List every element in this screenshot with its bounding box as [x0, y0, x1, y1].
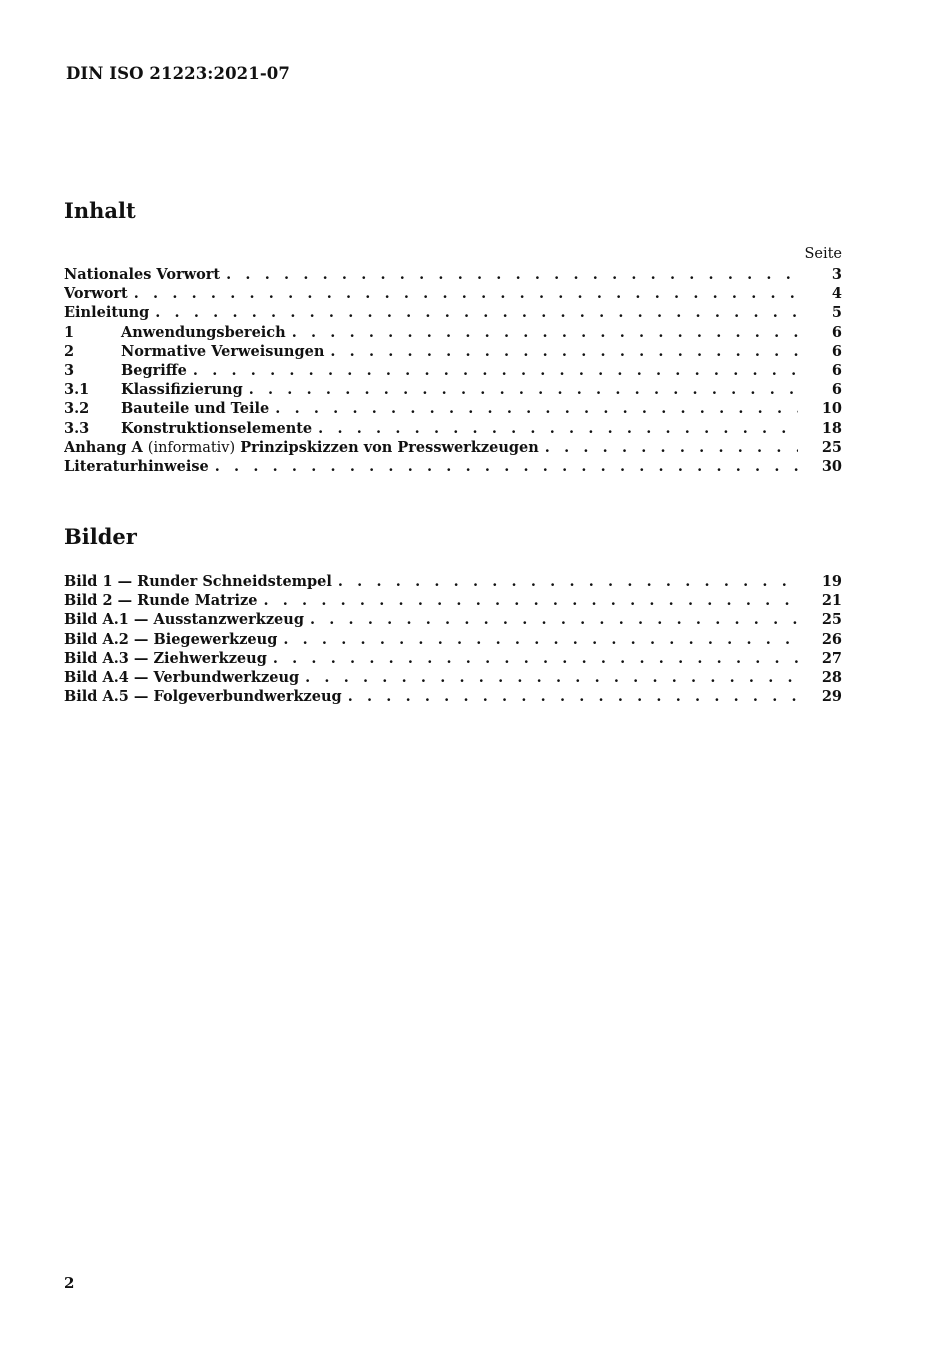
- figure-entry[interactable]: [64, 687, 842, 706]
- toc-leader-dots: [263, 591, 798, 610]
- toc-entry-title: Literaturhinweise: [64, 457, 209, 475]
- toc-leader-dots: [348, 687, 798, 706]
- page-number: 2: [64, 1274, 75, 1292]
- table-of-contents: [64, 265, 842, 476]
- toc-entry-title: Konstruktionselemente: [121, 419, 313, 437]
- toc-entry-konstruktionselemente[interactable]: [64, 419, 842, 438]
- figure-entry-title: Bild A.3 — Ziehwerkzeug: [64, 649, 267, 667]
- toc-leader-dots: [273, 649, 798, 668]
- figure-entry[interactable]: [64, 572, 842, 591]
- annex-title: Prinzipskizzen von Presswerkzeugen: [240, 438, 539, 456]
- toc-entry-page: 6: [831, 381, 842, 399]
- toc-entry-title: Begriffe: [121, 361, 187, 379]
- figure-entry-title: Bild A.2 — Biegewerkzeug: [64, 630, 278, 648]
- figure-entry-page: 25: [821, 611, 842, 629]
- toc-entry-einleitung[interactable]: [64, 303, 842, 322]
- toc-entry-page: 25: [821, 438, 842, 456]
- toc-entry-vorwort[interactable]: [64, 284, 842, 303]
- toc-entry-page: 10: [821, 400, 842, 418]
- toc-entry-number: 3.1: [64, 381, 90, 399]
- toc-entry-page: 30: [821, 457, 842, 475]
- toc-entry-nationales-vorwort[interactable]: [64, 265, 842, 284]
- toc-entry-page: 6: [831, 361, 842, 379]
- toc-leader-dots: [338, 572, 798, 591]
- figure-entry[interactable]: [64, 630, 842, 649]
- figure-entry-title: Bild 2 — Runde Matrize: [64, 592, 258, 610]
- toc-leader-dots: [134, 284, 798, 303]
- page-column-label: Seite: [804, 246, 842, 262]
- list-of-figures: [64, 572, 842, 706]
- figure-entry-title: Bild A.5 — Folgeverbundwerkzeug: [64, 688, 342, 706]
- annex-label: Anhang A: [64, 438, 143, 456]
- figure-entry-page: 29: [821, 688, 842, 706]
- toc-leader-dots: [545, 438, 798, 457]
- toc-leader-dots: [318, 419, 798, 438]
- figure-entry-page: 21: [821, 592, 842, 610]
- toc-entry-page: 6: [831, 323, 842, 341]
- toc-leader-dots: [330, 342, 798, 361]
- figure-entry-title: Bild A.4 — Verbundwerkzeug: [64, 668, 300, 686]
- toc-entry-number: 3: [64, 361, 75, 379]
- figures-title: Bilder: [64, 524, 137, 549]
- toc-leader-dots: [275, 399, 798, 418]
- toc-entry-title: Nationales Vorwort: [64, 266, 221, 283]
- toc-entry-number: 3.3: [64, 419, 90, 437]
- toc-leader-dots: [215, 457, 798, 476]
- toc-entry-literaturhinweise[interactable]: [64, 457, 842, 476]
- toc-leader-dots: [226, 265, 798, 284]
- toc-entry-page: 18: [821, 419, 842, 437]
- toc-entry-anhang-a[interactable]: [64, 438, 842, 457]
- toc-entry-page: 5: [831, 304, 842, 322]
- figure-entry-page: 27: [821, 649, 842, 667]
- figure-entry[interactable]: [64, 649, 842, 668]
- toc-entry-title: Einleitung: [64, 304, 150, 322]
- toc-entry-anwendungsbereich[interactable]: [64, 323, 842, 342]
- toc-entry-normative-verweisungen[interactable]: [64, 342, 842, 361]
- contents-title: Inhalt: [64, 198, 136, 223]
- figure-entry-title: Bild A.1 — Ausstanzwerkzeug: [64, 611, 304, 629]
- toc-leader-dots: [310, 610, 798, 629]
- toc-entry-title: Klassifizierung: [121, 381, 243, 399]
- toc-entry-page: 4: [831, 285, 842, 303]
- toc-leader-dots: [193, 361, 798, 380]
- toc-entry-number: 3.2: [64, 400, 90, 418]
- toc-entry-title: Vorwort: [64, 285, 128, 303]
- toc-entry-title: Bauteile und Teile: [121, 400, 270, 418]
- toc-leader-dots: [283, 630, 798, 649]
- toc-entry-number: 1: [64, 323, 75, 341]
- toc-entry-title: Normative Verweisungen: [121, 342, 325, 360]
- annex-note: (informativ): [147, 439, 236, 456]
- toc-leader-dots: [249, 380, 798, 399]
- figure-entry-title: Bild 1 — Runder Schneidstempel: [64, 573, 332, 590]
- toc-entry-begriffe[interactable]: [64, 361, 842, 380]
- toc-entry-page: 6: [831, 342, 842, 360]
- toc-entry-klassifizierung[interactable]: [64, 380, 842, 399]
- toc-leader-dots: [155, 303, 798, 322]
- figure-entry[interactable]: [64, 591, 842, 610]
- toc-entry-bauteile-und-teile[interactable]: [64, 399, 842, 418]
- document-id: DIN ISO 21223:2021-07: [66, 64, 290, 83]
- figure-entry[interactable]: [64, 668, 842, 687]
- figure-entry-page: 19: [821, 573, 842, 590]
- toc-leader-dots: [305, 668, 798, 687]
- figure-entry-page: 28: [821, 668, 842, 686]
- toc-leader-dots: [292, 323, 798, 342]
- toc-entry-title: [64, 438, 545, 457]
- toc-entry-title: Anwendungsbereich: [121, 323, 286, 341]
- figure-entry-page: 26: [821, 630, 842, 648]
- toc-entry-number: 2: [64, 342, 75, 360]
- figure-entry[interactable]: [64, 610, 842, 629]
- toc-entry-page: 3: [831, 266, 842, 283]
